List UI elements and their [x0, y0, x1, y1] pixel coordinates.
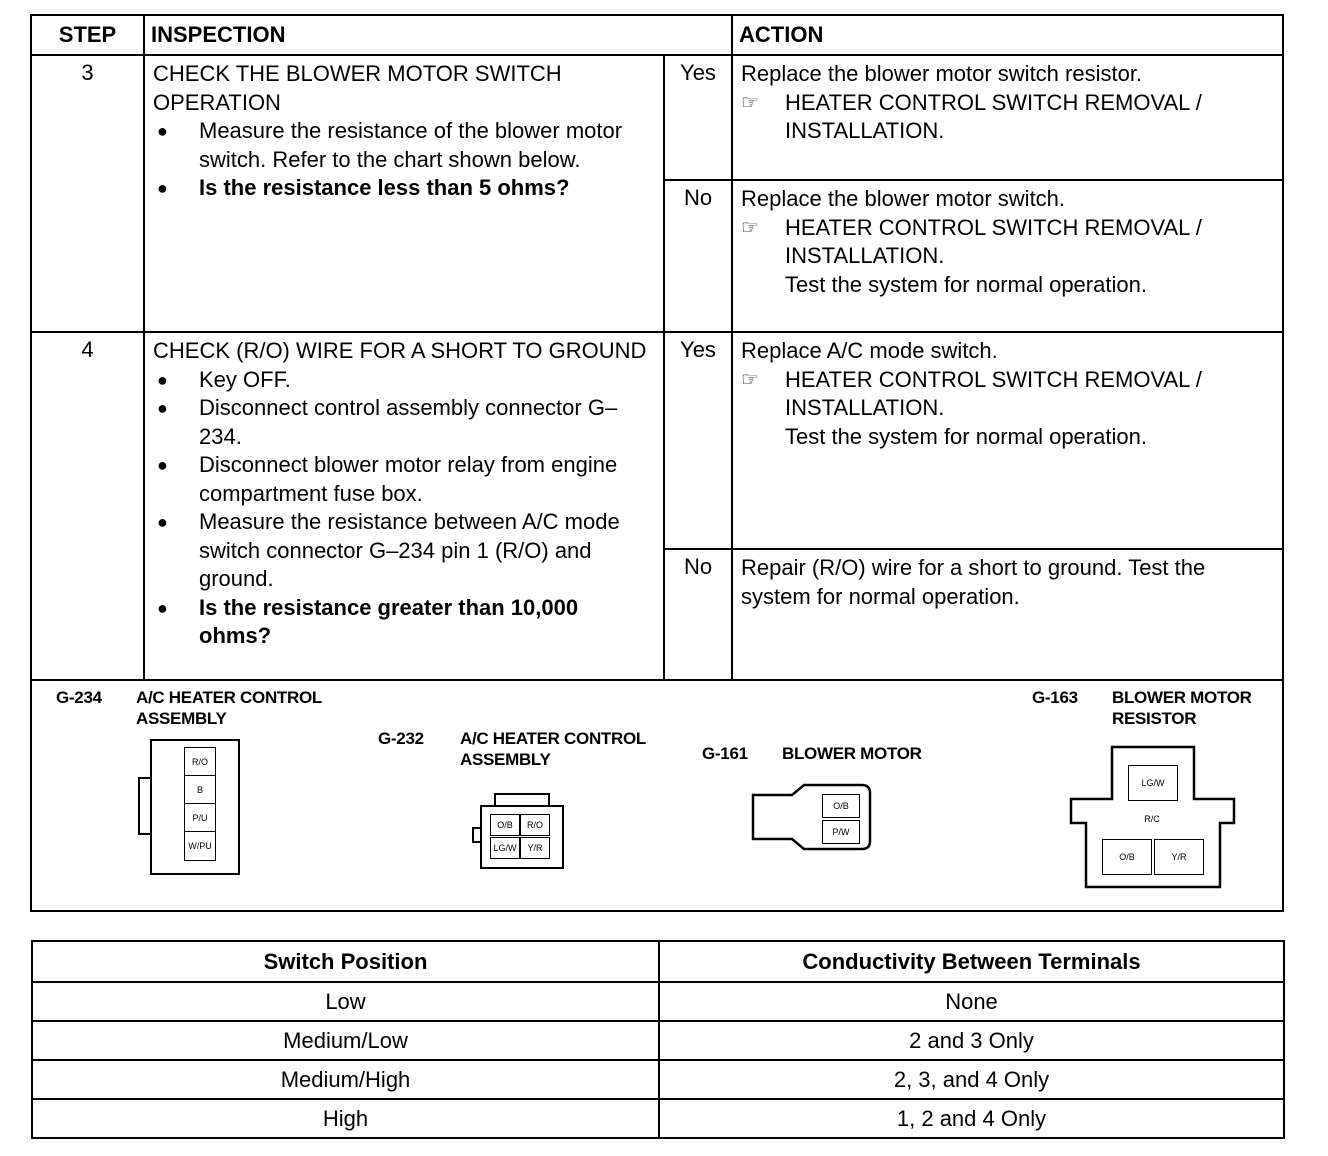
action-text: Replace the blower motor switch. — [741, 186, 1066, 211]
column-header: Switch Position — [32, 941, 659, 982]
action-cell — [732, 55, 1283, 180]
reference: ☞ HEATER CONTROL SWITCH REMOVAL / INSTALLATION. — [741, 214, 1274, 271]
connector-pin: B — [184, 775, 216, 805]
connector-pin: P/W — [822, 820, 860, 844]
action-text: Replace A/C mode switch. — [741, 338, 998, 363]
table-row — [31, 55, 1283, 180]
bullet-item: ● Key OFF. — [157, 366, 291, 392]
bullet-item: ● Disconnect control assembly connector G–234. — [157, 395, 618, 449]
conductivity: 2, 3, and 4 Only — [659, 1060, 1284, 1099]
connector-name: A/C HEATER CONTROL ASSEMBLY — [136, 688, 322, 728]
inspection-title: CHECK (R/O) WIRE FOR A SHORT TO GROUND — [153, 338, 647, 363]
connector-id: G-163 — [1032, 688, 1078, 707]
reference: ☞ HEATER CONTROL SWITCH REMOVAL / INSTALLATION. — [741, 89, 1274, 146]
switch-position: Medium/High — [32, 1060, 659, 1099]
connector-pin: O/B — [822, 794, 860, 818]
bullet-item: ● Measure the resistance of the blower motor switch. Refer to the chart shown below. — [157, 118, 623, 172]
conductivity: 2 and 3 Only — [659, 1021, 1284, 1060]
table-row — [32, 1060, 1284, 1099]
table-row — [32, 1021, 1284, 1060]
conductivity: 1, 2 and 4 Only — [659, 1099, 1284, 1138]
connector-pin: O/B — [1102, 839, 1152, 875]
switch-position: Medium/Low — [32, 1021, 659, 1060]
connector-id: G-161 — [702, 744, 748, 763]
no-label: No — [664, 549, 732, 680]
step-number: 4 — [31, 332, 144, 680]
connector-id: G-234 — [56, 688, 102, 707]
inspection-cell — [144, 55, 664, 332]
connector-pin: R/O — [520, 814, 550, 836]
step-header: STEP — [31, 15, 144, 55]
inspection-cell — [144, 332, 664, 680]
diagnostic-table — [30, 14, 1284, 681]
bullet-item: ● Disconnect blower motor relay from engine compartment fuse box. — [157, 452, 618, 506]
header-row — [31, 15, 1283, 55]
connector-pin: LG/W — [1128, 765, 1178, 801]
pointing-hand-icon: ☞ — [741, 91, 759, 114]
connector-pin: Y/R — [1154, 839, 1204, 875]
connector-name: BLOWER MOTOR RESISTOR — [1112, 688, 1252, 728]
action-note: Test the system for normal operation. — [785, 423, 1147, 449]
connector-panel — [30, 681, 1284, 912]
switch-position: Low — [32, 982, 659, 1021]
bullet-item: ● Measure the resistance between A/C mode switch connector G–234 pin 1 (R/O) and ground. — [157, 509, 620, 591]
connector-name: A/C HEATER CONTROL ASSEMBLY — [460, 729, 646, 769]
connector-pin: R/O — [184, 747, 216, 777]
yes-label: Yes — [664, 55, 732, 180]
connector-name: BLOWER MOTOR — [782, 744, 922, 763]
connector-pin: O/B — [490, 814, 520, 836]
conductivity: None — [659, 982, 1284, 1021]
inspection-header: INSPECTION — [144, 15, 732, 55]
switch-position: High — [32, 1099, 659, 1138]
action-text: Replace the blower motor switch resistor. — [741, 61, 1143, 86]
yes-label: Yes — [664, 332, 732, 549]
switch-table-header — [32, 941, 1284, 982]
switch-table — [31, 940, 1285, 1139]
connector-pin: Y/R — [520, 837, 550, 859]
action-cell — [732, 332, 1283, 549]
connector-pin: R/C — [1128, 802, 1176, 836]
connector-pin: LG/W — [490, 837, 520, 859]
column-header: Conductivity Between Terminals — [659, 941, 1284, 982]
step-number: 3 — [31, 55, 144, 332]
pointing-hand-icon: ☞ — [741, 216, 759, 239]
table-row — [32, 1099, 1284, 1138]
action-cell — [732, 180, 1283, 332]
action-header: ACTION — [732, 15, 1283, 55]
action-note: Test the system for normal operation. — [785, 271, 1147, 297]
connector-id: G-232 — [378, 729, 424, 748]
no-label: No — [664, 180, 732, 332]
bullet-item: ● Is the resistance greater than 10,000 ohms? — [157, 594, 579, 648]
connector-pin: W/PU — [184, 831, 216, 861]
inspection-title: CHECK THE BLOWER MOTOR SWITCH OPERATION — [153, 61, 562, 115]
action-cell: Repair (R/O) wire for a short to ground. Test the system for normal operation. — [732, 549, 1283, 680]
reference: ☞ HEATER CONTROL SWITCH REMOVAL / INSTALLATION. — [741, 366, 1274, 423]
bullet-item: ● Is the resistance less than 5 ohms? — [157, 175, 570, 200]
connector-pin: P/U — [184, 803, 216, 833]
pointing-hand-icon: ☞ — [741, 368, 759, 391]
table-row — [31, 332, 1283, 549]
table-row — [32, 982, 1284, 1021]
